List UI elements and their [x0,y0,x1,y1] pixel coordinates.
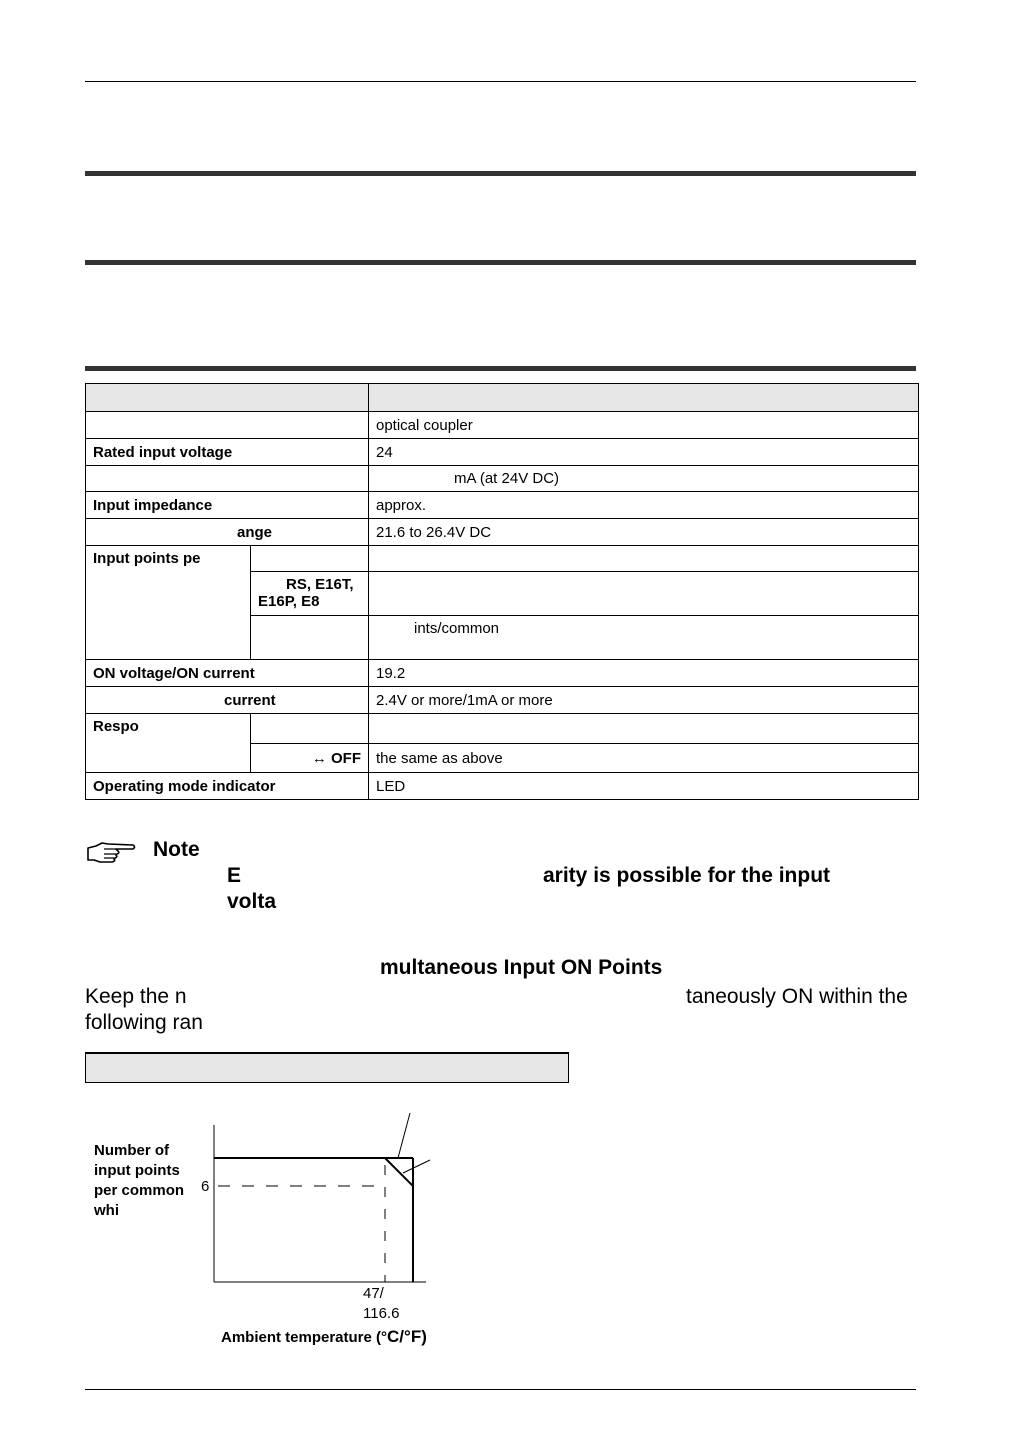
spec-table [85,383,919,800]
response-sub1-label [251,714,369,744]
table-row [86,492,919,519]
table-row [86,773,919,800]
input-points-sub3-label [251,616,369,660]
title-rule-top [85,171,916,176]
pointing-hand-icon [86,840,136,864]
table-row [86,439,919,466]
response-sub1-value [369,714,919,744]
voltage-range-value: 21.6 to 26.4V DC [369,519,919,546]
response-sub2-label: ↔ OFF [251,744,369,773]
off-current-label: current [86,687,369,714]
table-row [86,660,919,687]
chart-y-tick: 6 [201,1178,210,1195]
sub2-label-line2: E16P, E8 [258,593,320,610]
para-line1-start: Keep the n [85,985,187,1008]
note-title: Note [153,838,200,861]
insulation-label [86,412,369,439]
y-label-line: input points [94,1162,180,1179]
section-rule [85,366,916,371]
sub2-label-line1: RS, E16T, [286,576,354,593]
chart-leader-line-2 [403,1160,430,1173]
header-cell-item [86,384,369,412]
table-row [86,714,919,744]
table-row [86,546,919,572]
input-points-label: Input points pe [86,546,251,660]
rated-voltage-label: Rated input voltage [86,439,369,466]
note-line2: volta [227,890,277,913]
table-row [86,687,919,714]
y-label-line: whi [94,1202,119,1219]
input-points-sub3-value: ints/common [369,616,919,660]
input-current-value: mA (at 24V DC) [369,466,919,492]
note-line1-end: arity is possible for the input [543,864,831,887]
chart-y-label [94,1141,204,1221]
x-label-prefix: Ambient temperature (° [221,1329,388,1346]
footer-rule [85,1389,916,1390]
chart-derating-line [214,1158,413,1282]
voltage-range-label: ange [86,519,369,546]
note-line1-start: E [227,864,242,887]
input-current-label [86,466,369,492]
chart-x-label [221,1327,427,1347]
off-current-value: 2.4V or more/1mA or more [369,687,919,714]
table-header-row [86,384,919,412]
on-voltage-value: 19.2 [369,660,919,687]
x-label-units: C/°F) [387,1327,427,1346]
response-label: Respo [86,714,251,773]
rated-voltage-value: 24 [369,439,919,466]
header-rule [85,81,916,82]
indicator-value: LED [369,773,919,800]
indicator-label: Operating mode indicator [86,773,369,800]
input-points-sub2-label [251,572,369,616]
table-row [86,519,919,546]
header-cell-spec [369,384,919,412]
impedance-value: approx. [369,492,919,519]
para-line1-end: taneously ON within the [686,985,908,1008]
response-sub2-value: the same as above [369,744,919,773]
chart-title-bar [85,1052,569,1083]
insulation-value: optical coupler [369,412,919,439]
on-voltage-label: ON voltage/ON current [86,660,369,687]
chart-x-tick-fahrenheit: 116.6 [363,1305,400,1322]
y-label-line: Number of [94,1142,169,1159]
para-line2: following ran [85,1011,203,1034]
input-points-sub1-value [369,546,919,572]
table-row [86,412,919,439]
y-label-line: per common [94,1182,185,1199]
impedance-label: Input impedance [86,492,369,519]
table-row [86,466,919,492]
section-heading: multaneous Input ON Points [380,956,663,979]
input-points-sub2-value [369,572,919,616]
chart-x-tick-celsius: 47/ [363,1285,384,1302]
title-rule-bottom [85,260,916,265]
chart-leader-line-1 [398,1113,410,1158]
input-points-sub1-label [251,546,369,572]
